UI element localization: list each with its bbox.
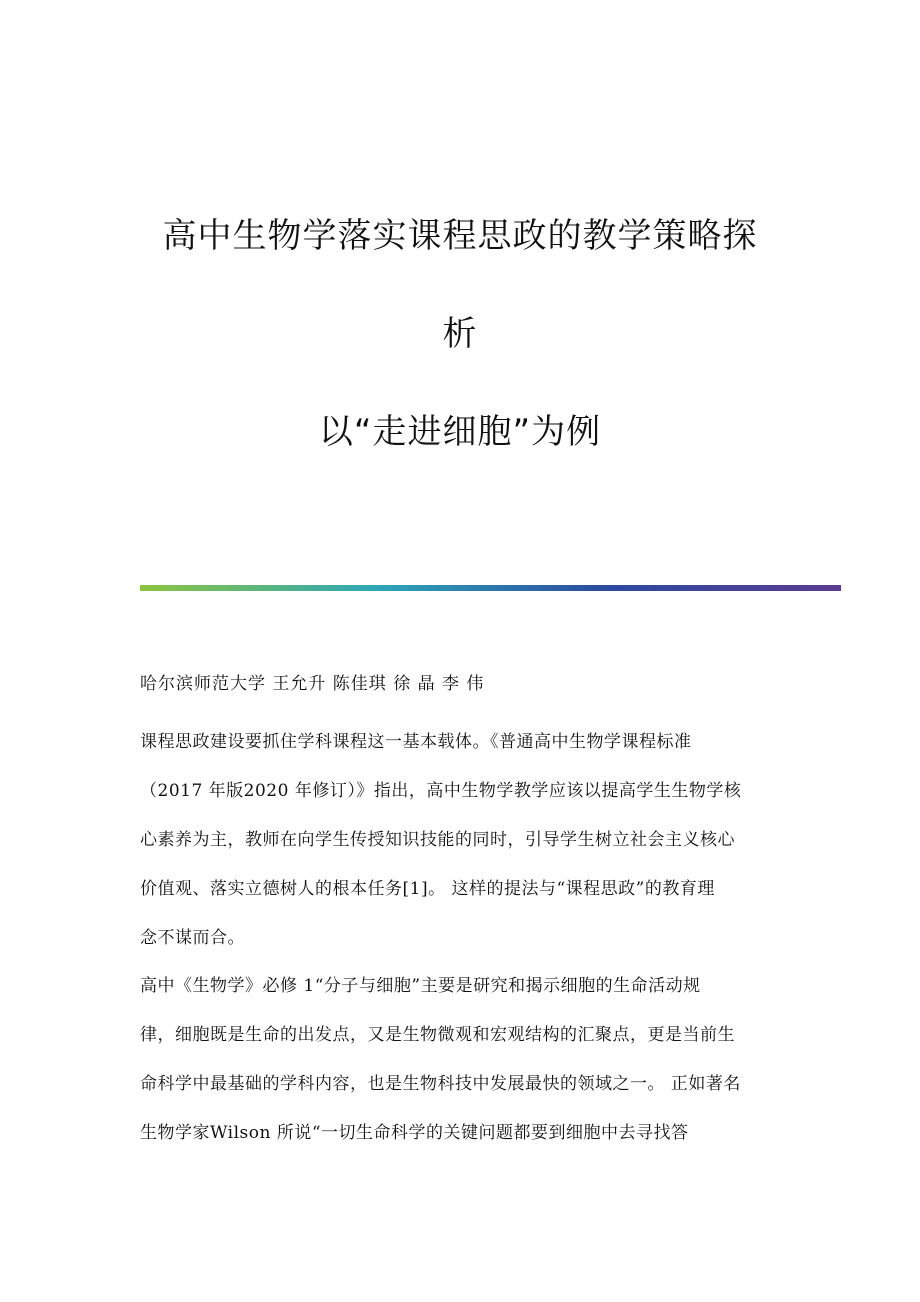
subtitle-line: 以“走进细胞”为例 [318,412,602,452]
paragraph-line: 心素养为主，教师在向学生传授知识技能的同时，引导学生树立社会主义核心 [140,830,735,850]
paragraph-line: 念不谋而合。 [140,928,245,948]
paragraph-line: （2017 年版2020 年修订）》指出，高中生物学教学应该以提高学生生物学核 [140,781,742,801]
paragraph-2 [140,962,780,1158]
title-line-2: 析 [442,314,478,354]
paragraph-line: 命科学中最基础的学科内容，也是生物科技中发展最快的领域之一。 正如著名 [140,1074,741,1094]
paragraph-line: 高中《生物学》必修 1“分子与细胞”主要是研究和揭示细胞的生命活动规 [140,976,701,996]
gradient-divider [140,585,841,591]
paragraph-1 [140,718,780,963]
paragraph-line: 价值观、落实立德树人的根本任务[1]。 这样的提法与“课程思政”的教育理 [140,879,715,899]
authors-line: 哈尔滨师范大学 王允升 陈佳琪 徐 晶 李 伟 [140,674,485,694]
paragraph-line: 律，细胞既是生命的出发点，又是生物微观和宏观结构的汇聚点，更是当前生 [140,1025,735,1045]
title-line-1: 高中生物学落实课程思政的教学策略探 [162,216,758,256]
paragraph-line: 课程思政建设要抓住学科课程这一基本载体。《普通高中生物学课程标准 [140,732,692,752]
paragraph-line: 生物学家Wilson 所说“一切生命科学的关键问题都要到细胞中去寻找答 [140,1123,689,1143]
